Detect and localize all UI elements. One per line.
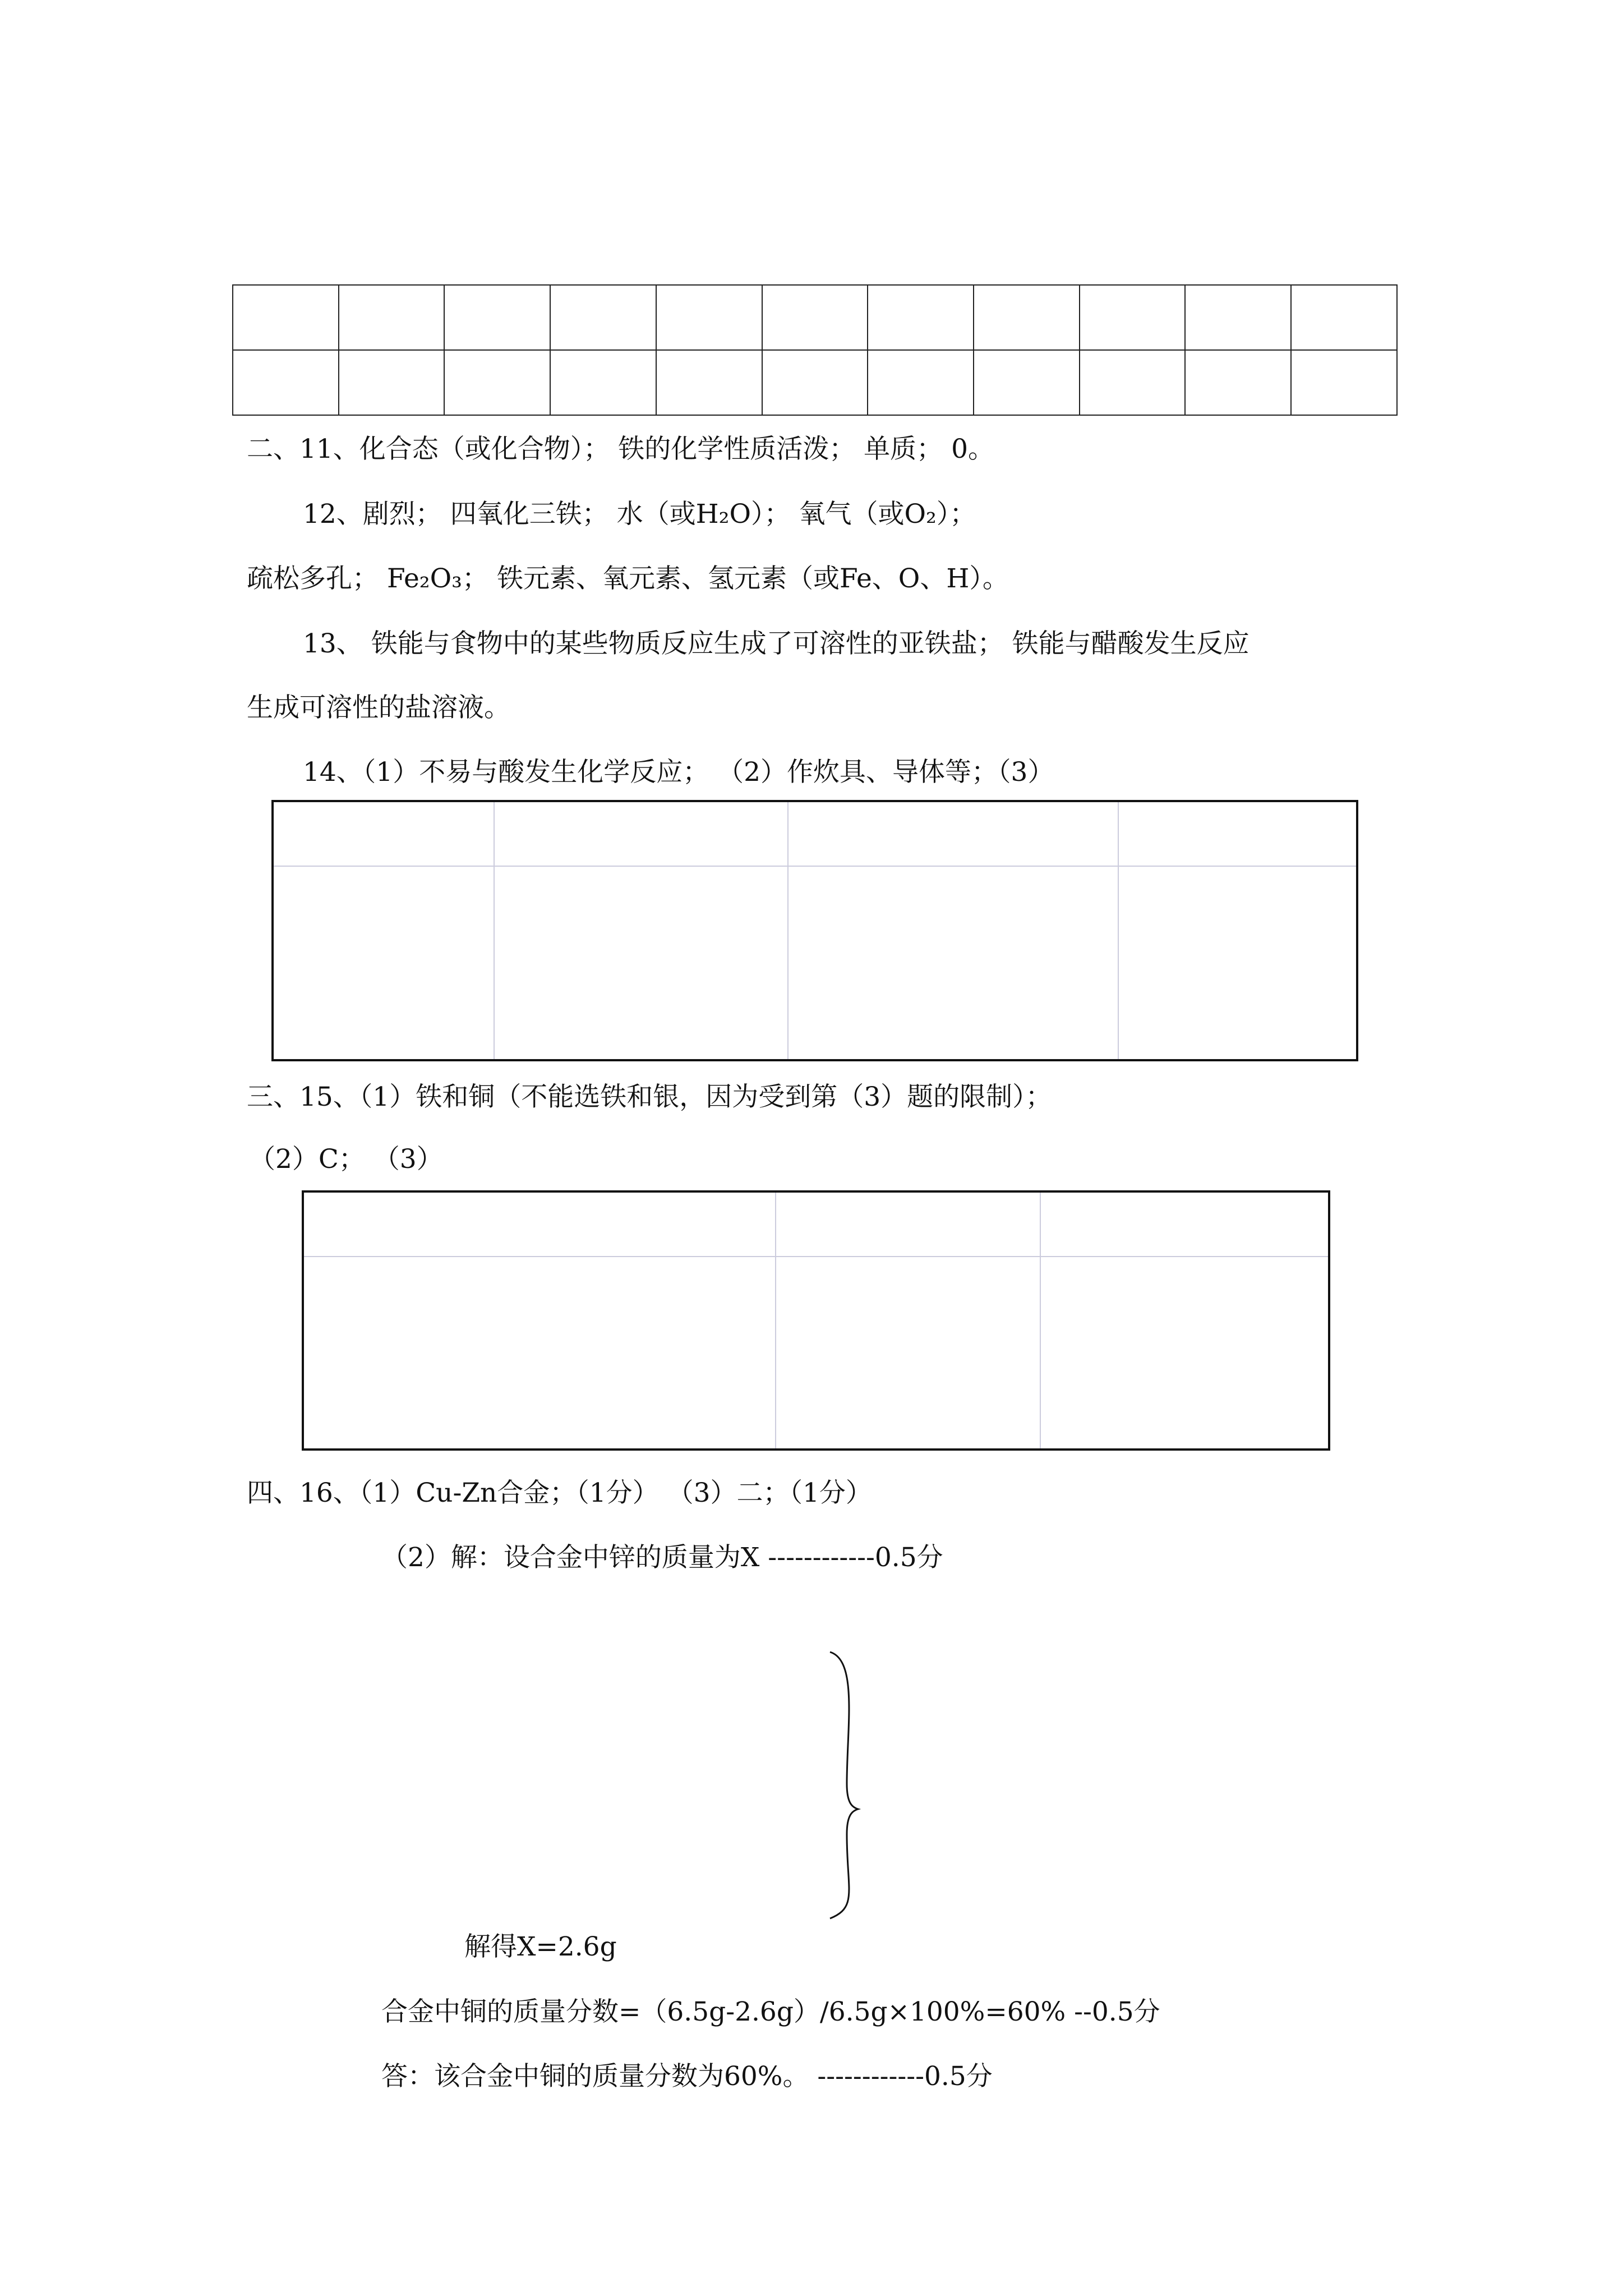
answer-line: 答：该合金中铜的质量分数为60%。 ------------0.5分 [381,2061,993,2092]
q15b: （2）C； （3） [249,1144,443,1175]
q13: 13、 铁能与食物中的某些物质反应生成了可溶性的亚铁盐； 铁能与醋酸发生反应 [303,628,1249,659]
copper-fraction: 合金中铜的质量分数=（6.5g-2.6g）/6.5g×100%=60% --0.5分 [381,1996,1160,2027]
q12: 12、剧烈； 四氧化三铁； 水（或H₂O）； 氧气（或O₂）； [303,499,976,530]
q14: 14、（1）不易与酸发生化学反应； （2）作炊具、导体等；（3） [303,757,1054,788]
q16-2: （2）解：设合金中锌的质量为X ------------0.5分 [381,1542,943,1573]
q13b: 生成可溶性的盐溶液。 [247,692,510,723]
calc-res: 解得X=2.6g [464,1931,617,1962]
q16: 四、16、（1）Cu-Zn合金；（1分） （3）二；（1分） [247,1478,872,1508]
q11: 二、11、化合态（或化合物）； 铁的化学性质活泼； 单质； 0。 [247,434,995,464]
q15: 三、15、（1）铁和铜（不能选铁和银，因为受到第（3）题的限制）； [247,1082,1052,1112]
q12b: 疏松多孔； Fe₂O₃； 铁元素、氧元素、氢元素（或Fe、O、H）。 [247,563,1009,594]
